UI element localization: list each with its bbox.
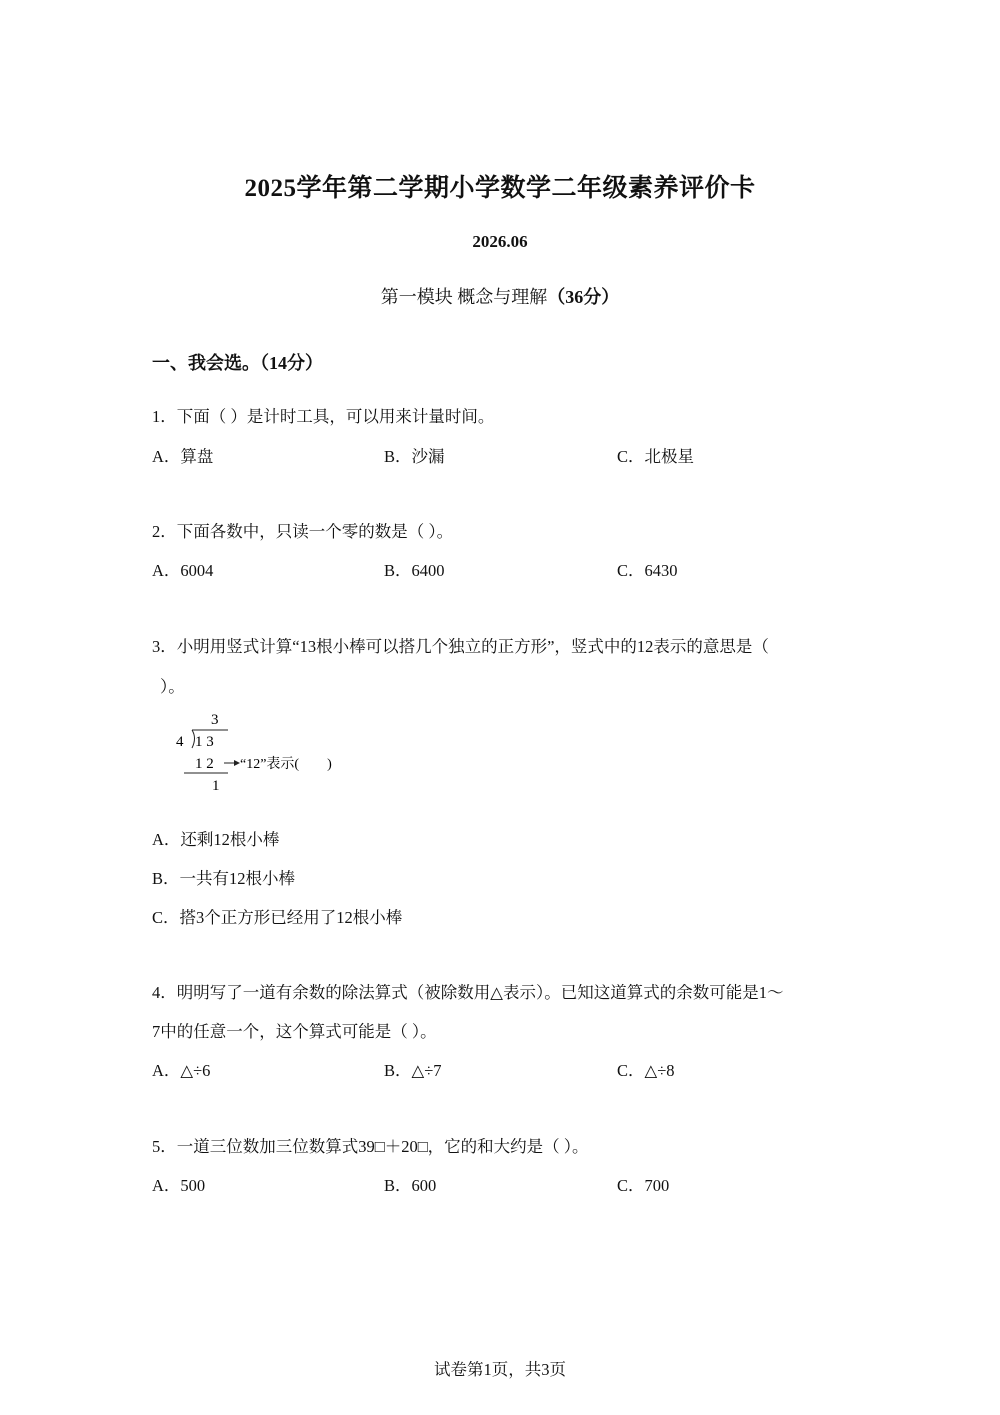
division-remainder: 1 <box>212 778 220 794</box>
section-score: （14分） <box>260 353 323 373</box>
section-label: 一、我会选。 <box>152 353 260 373</box>
question-4-option-b[interactable]: B．△÷7 <box>384 1061 442 1080</box>
long-division-diagram <box>170 706 380 798</box>
question-3-option-b[interactable]: B．一共有12根小棒 <box>152 869 296 888</box>
section-heading <box>152 349 323 375</box>
exam-date: 2026.06 <box>472 232 528 251</box>
division-product: 1 2 <box>195 756 214 772</box>
question-2-option-a[interactable]: A．6004 <box>152 561 214 580</box>
question-5-option-c[interactable]: C．700 <box>617 1176 670 1195</box>
question-3-option-a[interactable]: A．还剩12根小棒 <box>152 830 280 849</box>
question-4-text-line1: 4．明明写了一道有余数的除法算式（被除数用△表示）。已知这道算式的余数可能是1～ <box>152 983 784 1002</box>
question-1-option-b[interactable]: B．沙漏 <box>384 447 445 466</box>
question-1-option-c[interactable]: C．北极星 <box>617 447 695 466</box>
division-quotient: 3 <box>211 712 219 728</box>
question-3-text-line2: ）。 <box>160 677 185 696</box>
question-3-text-line1: 3．小明用竖式计算“13根小棒可以搭几个独立的正方形”，竖式中的12表示的意思是（ <box>152 637 769 656</box>
question-2-option-c[interactable]: C．6430 <box>617 561 678 580</box>
question-5-option-b[interactable]: B．600 <box>384 1176 437 1195</box>
page-footer: 试卷第1页，共3页 <box>434 1360 566 1379</box>
question-5-text: 5．一道三位数加三位数算式39□＋20□，它的和大约是（ ）。 <box>152 1137 589 1156</box>
module-label: 第一模块 概念与理解 <box>380 287 548 307</box>
module-score: （36分） <box>547 287 620 307</box>
division-divisor: 4 <box>176 734 184 750</box>
question-2-text: 2．下面各数中，只读一个零的数是（ ）。 <box>152 522 454 541</box>
question-4-option-a[interactable]: A．△÷6 <box>152 1061 211 1080</box>
division-annotation: “12”表示( ) <box>240 757 332 772</box>
module-heading <box>0 283 1000 309</box>
question-1-text: 1．下面（ ）是计时工具，可以用来计量时间。 <box>152 407 495 426</box>
question-5-option-a[interactable]: A．500 <box>152 1176 206 1195</box>
question-3-option-c[interactable]: C．搭3个正方形已经用了12根小棒 <box>152 908 403 927</box>
question-2-option-b[interactable]: B．6400 <box>384 561 445 580</box>
division-dividend: 1 3 <box>195 734 214 750</box>
page-title: 2025学年第二学期小学数学二年级素养评价卡 <box>244 175 756 202</box>
question-4-text-line2: 7中的任意一个，这个算式可能是（ ）。 <box>152 1022 437 1041</box>
question-4-option-c[interactable]: C．△÷8 <box>617 1061 675 1080</box>
question-1-option-a[interactable]: A．算盘 <box>152 447 214 466</box>
